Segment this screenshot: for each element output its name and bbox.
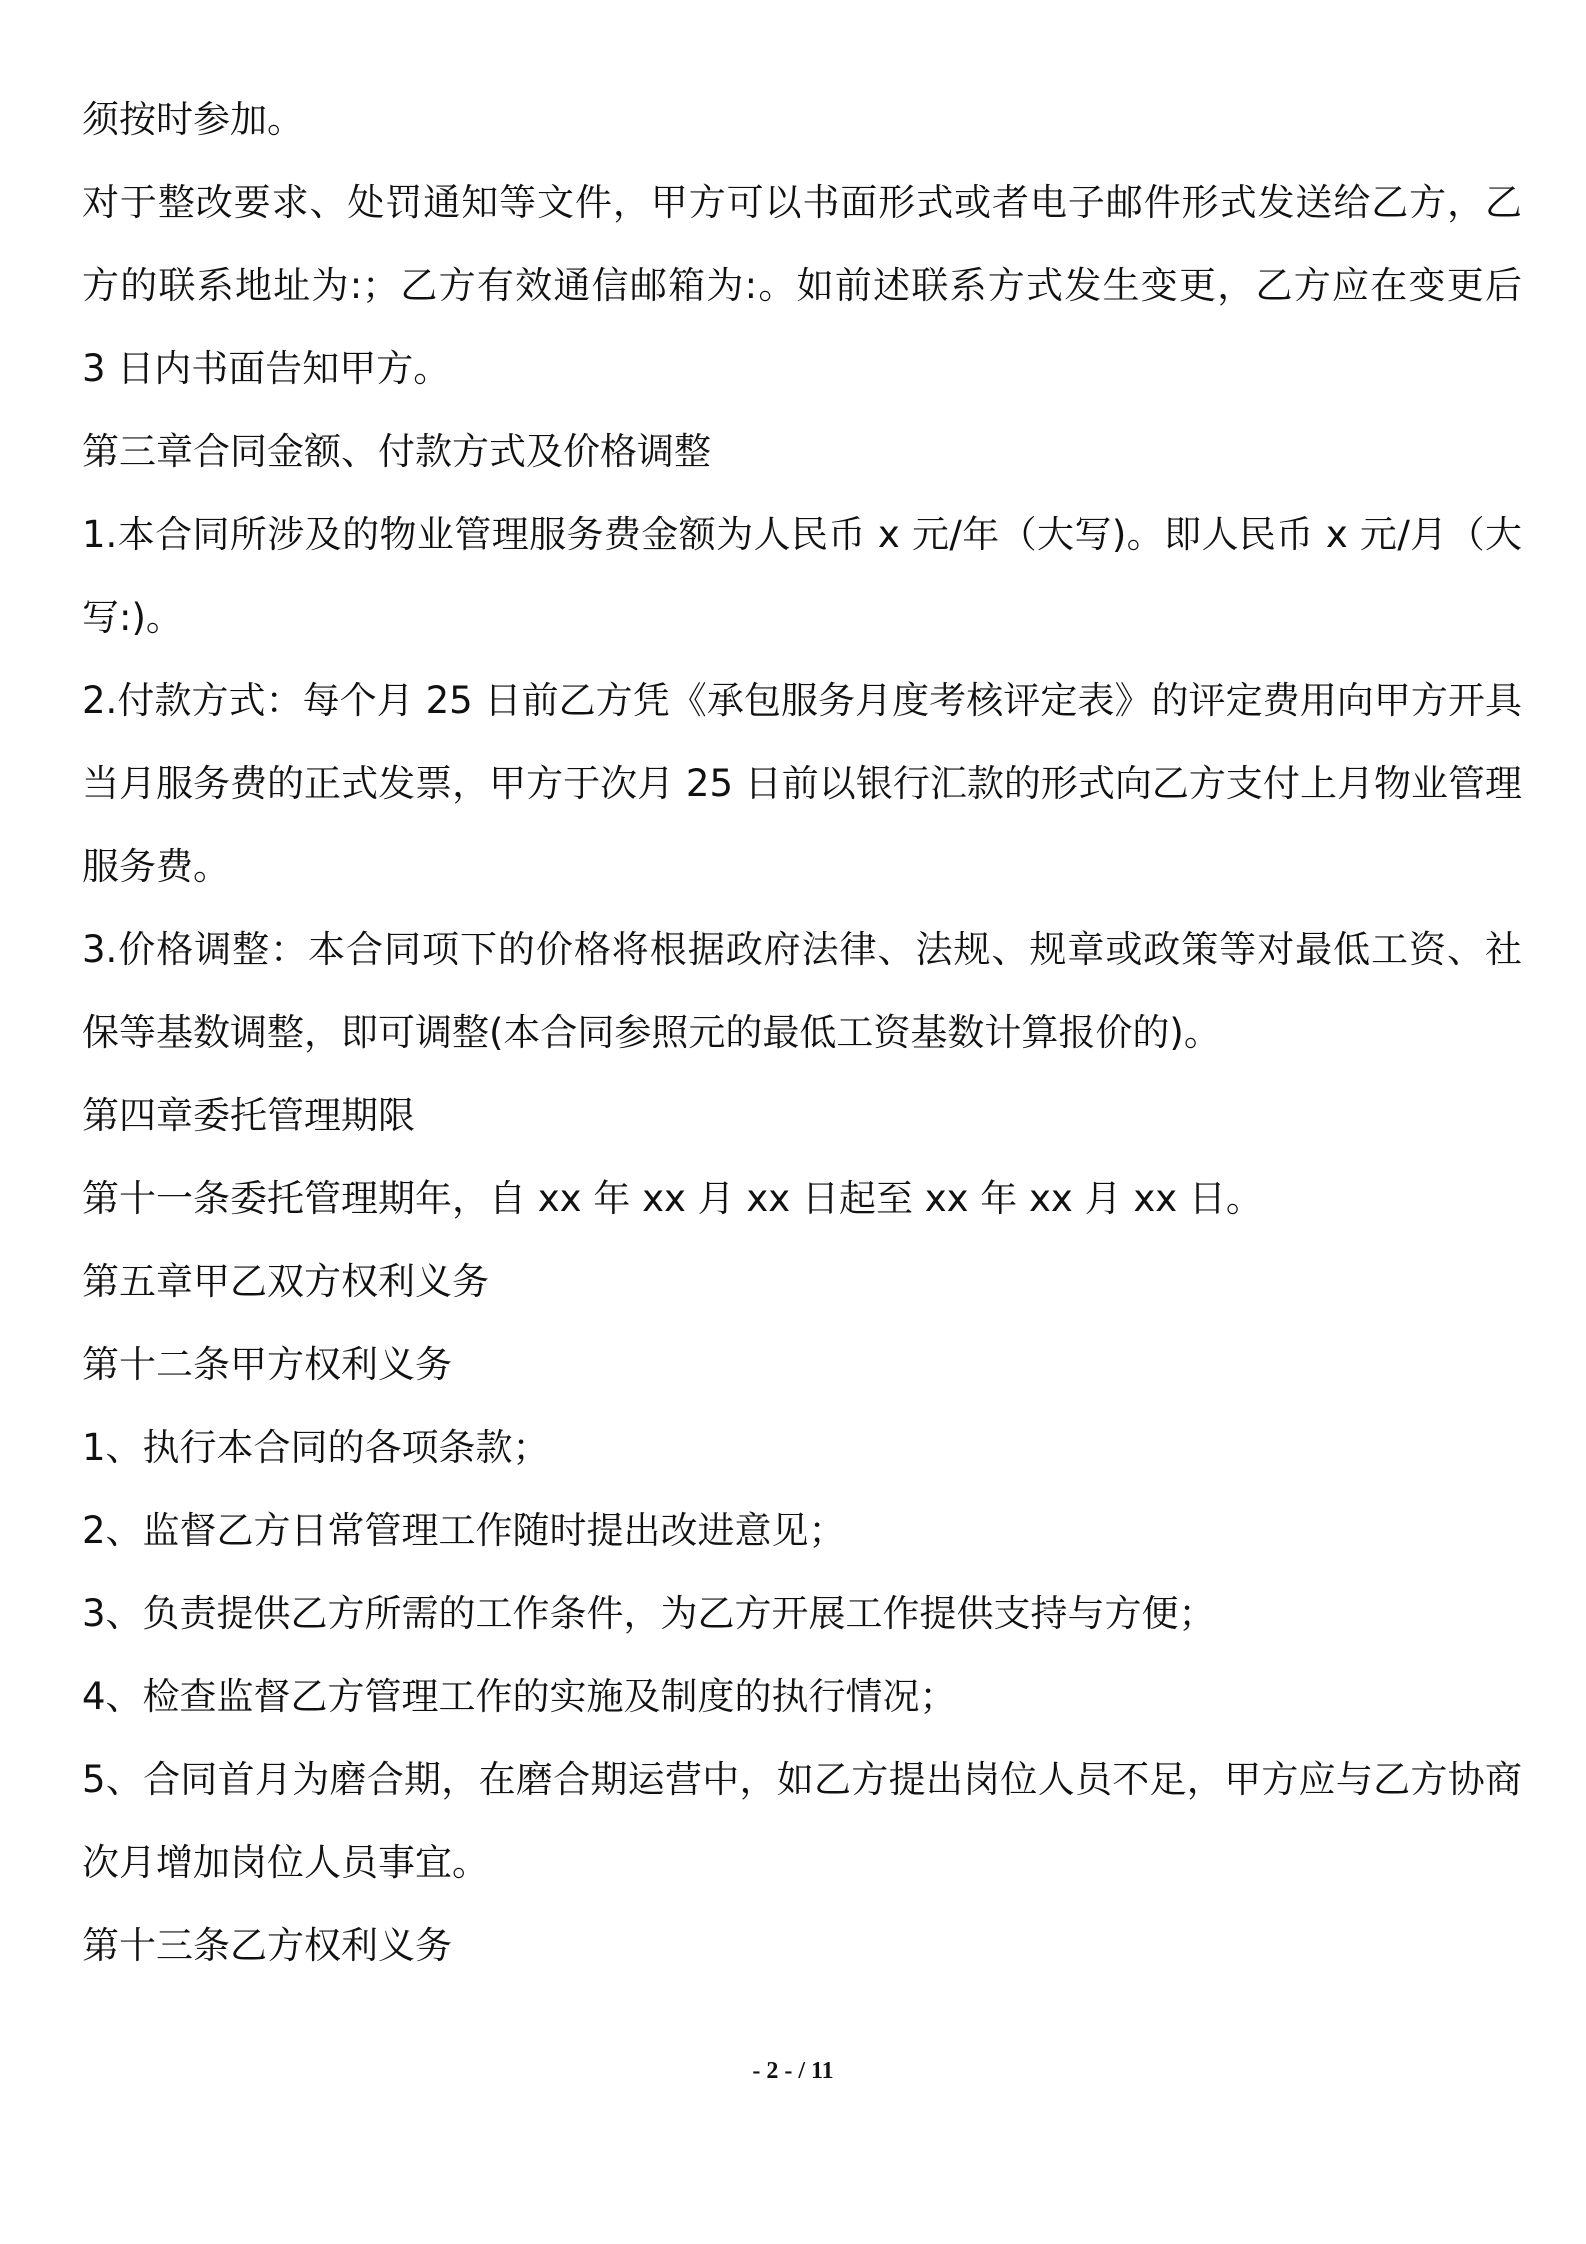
article-line: 第十一条委托管理期年，自 xx 年 xx 月 xx 日起至 xx 年 xx 月 xx 日。: [82, 1177, 1263, 1220]
list-item: 1、执行本合同的各项条款；: [82, 1426, 550, 1469]
paragraph-line: 3.价格调整：本合同项下的价格将根据政府法律、法规、规章或政策等对最低工资、社: [82, 928, 1522, 971]
document-body: [82, 78, 1522, 1987]
chapter-heading: 第五章甲乙双方权利义务: [82, 1260, 489, 1303]
paragraph-line: 写:)。: [82, 596, 183, 639]
article-heading: 第十二条甲方权利义务: [82, 1343, 452, 1386]
page-number: - 2 - / 11: [752, 2058, 834, 2084]
list-item: 3、负责提供乙方所需的工作条件，为乙方开展工作提供支持与方便；: [82, 1592, 1216, 1635]
paragraph-line: 须按时参加。: [82, 98, 304, 141]
paragraph-line: 服务费。: [82, 845, 230, 888]
paragraph-line: 方的联系地址为:；乙方有效通信邮箱为:。如前述联系方式发生变更，乙方应在变更后: [82, 264, 1522, 307]
paragraph-line: 3 日内书面告知甲方。: [82, 347, 451, 390]
list-item: 2、监督乙方日常管理工作随时提出改进意见；: [82, 1509, 846, 1552]
list-item: 4、检查监督乙方管理工作的实施及制度的执行情况；: [82, 1675, 957, 1718]
paragraph-line: 2.付款方式：每个月 25 日前乙方凭《承包服务月度考核评定表》的评定费用向甲方开具: [82, 679, 1522, 722]
paragraph-line: 保等基数调整，即可调整(本合同参照元的最低工资基数计算报价的)。: [82, 1011, 1221, 1054]
list-item: 次月增加岗位人员事宜。: [82, 1841, 489, 1884]
paragraph-line: 当月服务费的正式发票，甲方于次月 25 日前以银行汇款的形式向乙方支付上月物业管理: [82, 762, 1522, 805]
article-heading: 第十三条乙方权利义务: [82, 1924, 452, 1967]
chapter-heading: 第三章合同金额、付款方式及价格调整: [82, 430, 711, 473]
list-item: 5、合同首月为磨合期，在磨合期运营中，如乙方提出岗位人员不足，甲方应与乙方协商: [82, 1758, 1522, 1801]
chapter-heading: 第四章委托管理期限: [82, 1094, 415, 1137]
paragraph-line: 对于整改要求、处罚通知等文件，甲方可以书面形式或者电子邮件形式发送给乙方，乙: [82, 181, 1522, 224]
paragraph-line: 1.本合同所涉及的物业管理服务费金额为人民币 x 元/年（大写)。即人民币 x 元/月（大: [82, 513, 1522, 556]
